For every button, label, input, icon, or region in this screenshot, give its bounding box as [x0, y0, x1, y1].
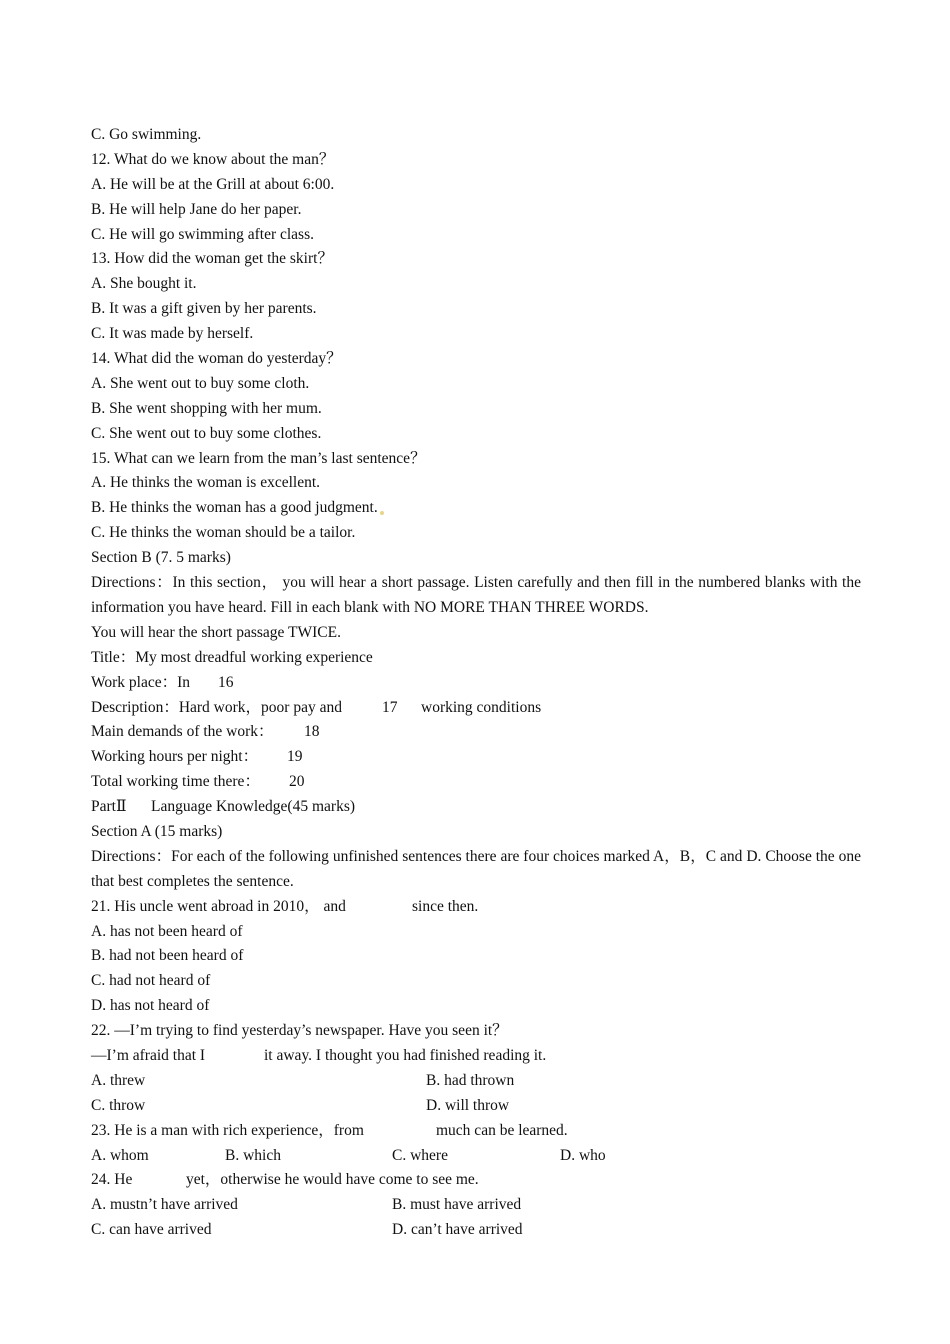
- q14-option-b: B. She went shopping with her mum.: [91, 399, 322, 417]
- section-b-twice-note: You will hear the short passage TWICE.: [91, 623, 341, 641]
- section-b-directions: Directions：In this section， you will hear a short passage. Listen carefully and then fill in the numbered blanks with the information you have heard. Fill in each blank with NO MORE THAN THREE WORDS.: [91, 574, 861, 616]
- q15-option-c: C. He thinks the woman should be a tailor.: [91, 524, 356, 542]
- q21-option-b: B. had not been heard of: [91, 947, 244, 965]
- q12-option-b: B. He will help Jane do her paper.: [91, 200, 302, 218]
- blank-20: 20: [289, 773, 305, 791]
- q13-option-a: A. She bought it.: [91, 275, 197, 293]
- exam-page: [91, 123, 861, 1243]
- q13-question: 13. How did the woman get the skirt？: [91, 250, 333, 268]
- q23-option-c: C. where: [392, 1146, 448, 1164]
- stray-dot-mark: [380, 511, 384, 515]
- q14-option-c: C. She went out to buy some clothes.: [91, 424, 322, 442]
- q24-option-a: A. mustn’t have arrived: [91, 1196, 238, 1214]
- q22-option-b: B. had thrown: [426, 1071, 515, 1089]
- q12-question: 12. What do we know about the man？: [91, 150, 335, 168]
- q12-option-c: C. He will go swimming after class.: [91, 225, 314, 243]
- work-place-label: Work place：In: [91, 673, 191, 691]
- description-line: [91, 696, 861, 721]
- q21-option-a: A. has not been heard of: [91, 922, 243, 940]
- q22-reply: [91, 1044, 861, 1069]
- q23-stem: [91, 1119, 861, 1144]
- q24-stem-start: 24. He: [91, 1171, 133, 1189]
- q24-options-ab: [91, 1193, 861, 1218]
- q24-option-b: B. must have arrived: [392, 1196, 522, 1214]
- q12-option-a: A. He will be at the Grill at about 6:00.: [91, 175, 335, 193]
- q22-reply-end: it away. I thought you had finished reading it.: [264, 1047, 547, 1065]
- blank-18: 18: [304, 723, 320, 741]
- q24-option-d: D. can’t have arrived: [392, 1221, 523, 1239]
- q21-option-d: D. has not heard of: [91, 997, 210, 1015]
- q13-option-c: C. It was made by herself.: [91, 325, 254, 343]
- section-b-heading: Section B (7. 5 marks): [91, 549, 231, 567]
- q15-option-a: A. He thinks the woman is excellent.: [91, 474, 321, 492]
- q24-options-cd: [91, 1218, 861, 1243]
- q22-option-a: A. threw: [91, 1071, 146, 1089]
- q24-stem-end: yet，otherwise he would have come to see me.: [186, 1171, 479, 1189]
- q23-option-b: B. which: [225, 1146, 281, 1164]
- demands-label: Main demands of the work：: [91, 723, 274, 741]
- q24-option-c: C. can have arrived: [91, 1221, 212, 1239]
- q23-stem-start: 23. He is a man with rich experience，from: [91, 1121, 364, 1139]
- q23-option-d: D. who: [560, 1146, 606, 1164]
- blank-17: 17: [382, 698, 398, 716]
- blank-16: 16: [218, 673, 234, 691]
- q21-option-c: C. had not heard of: [91, 972, 211, 990]
- hours-line: [91, 745, 861, 770]
- part-2-title: Language Knowledge(45 marks): [151, 798, 356, 816]
- demands-line: [91, 720, 861, 745]
- part-2-section-a-heading: Section A (15 marks): [91, 822, 223, 840]
- q22-stem: 22. —I’m trying to find yesterday’s newspaper. Have you seen it？: [91, 1022, 508, 1040]
- q11-option-c: C. Go swimming.: [91, 126, 202, 143]
- total-time-label: Total working time there：: [91, 773, 260, 791]
- part-2-number: PartⅡ: [91, 798, 127, 816]
- part-2-heading: [91, 795, 861, 820]
- q21-stem-end: since then.: [412, 897, 479, 915]
- q21-stem-start: 21. His uncle went abroad in 2010， and: [91, 897, 346, 915]
- description-label: Description：Hard work，poor pay and: [91, 698, 342, 716]
- q24-stem: [91, 1168, 861, 1193]
- q15-option-b: B. He thinks the woman has a good judgment.: [91, 499, 378, 517]
- q22-option-d: D. will throw: [426, 1096, 510, 1114]
- q14-question: 14. What did the woman do yesterday？: [91, 350, 342, 368]
- q15-question: 15. What can we learn from the man’s last sentence？: [91, 449, 426, 467]
- work-place-line: [91, 671, 861, 696]
- q22-option-c: C. throw: [91, 1096, 146, 1114]
- hours-label: Working hours per night：: [91, 748, 259, 766]
- q14-option-a: A. She went out to buy some cloth.: [91, 374, 310, 392]
- q22-options-ab: [91, 1069, 861, 1094]
- blank-19: 19: [287, 748, 303, 766]
- description-tail: working conditions: [421, 698, 542, 716]
- q23-option-a: A. whom: [91, 1146, 149, 1164]
- q22-reply-start: —I’m afraid that I: [91, 1047, 206, 1065]
- passage-title: Title：My most dreadful working experience: [91, 648, 373, 666]
- q23-options: [91, 1144, 861, 1169]
- q21-stem: [91, 895, 861, 920]
- q23-stem-end: much can be learned.: [436, 1121, 568, 1139]
- q13-option-b: B. It was a gift given by her parents.: [91, 300, 317, 318]
- part-2-directions: Directions：For each of the following unfinished sentences there are four choices marked A，B，C and D. Choose the one that best completes the sentence.: [91, 847, 861, 890]
- total-time-line: [91, 770, 861, 795]
- q22-options-cd: [91, 1094, 861, 1119]
